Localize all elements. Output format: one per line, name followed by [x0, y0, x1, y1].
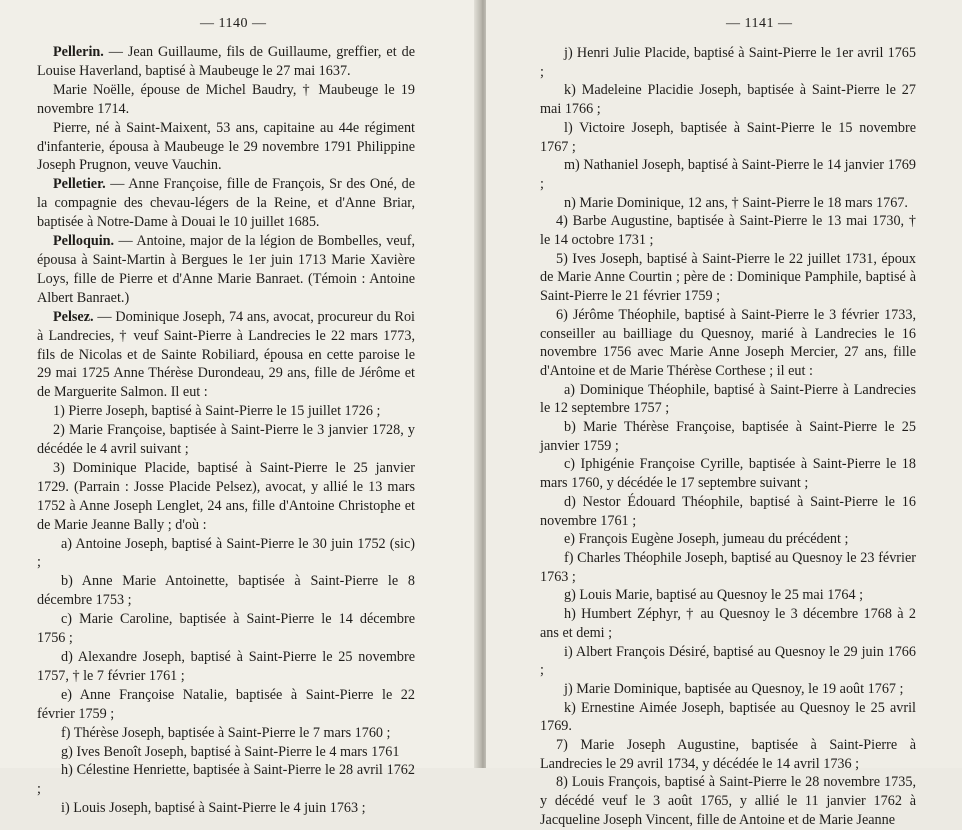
paragraph-text: h) Célestine Henriette, baptisée à Saint-Pierre le 28 avril 1762 ; — [37, 762, 415, 798]
paragraph-text: 5) Ives Joseph, baptisé à Saint-Pierre le 22 juillet 1731, époux de Marie Anne Courtin ; père de : Dominique Pamphile, baptisé à Saint-Pierre le 21 février 1759 ; — [540, 250, 916, 305]
paragraph-text: 7) Marie Joseph Augustine, baptisée à Saint-Pierre à Landrecies le 29 avril 1734, y décédée le 14 avril 1736 ; — [540, 737, 916, 772]
paragraph — [37, 232, 415, 308]
paragraph-text: b) Marie Thérèse Françoise, baptisée à Saint-Pierre le 25 janvier 1759 ; — [540, 419, 916, 454]
paragraph — [540, 194, 916, 213]
paragraph-text: h) Humbert Zéphyr, † au Quesnoy le 3 décembre 1768 à 2 ans et demi ; — [540, 606, 916, 641]
paragraph-text: f) Thérèse Joseph, baptisée à Saint-Pierre le 7 mars 1760 ; — [61, 724, 391, 741]
paragraph-text: l) Victoire Joseph, baptisée à Saint-Pierre le 15 novembre 1767 ; — [540, 119, 916, 155]
paragraph-text: e) Anne Françoise Natalie, baptisée à Saint-Pierre le 22 février 1759 ; — [37, 686, 415, 722]
paragraph-text: — Antoine, major de la légion de Bombelles, veuf, épousa à Saint-Martin à Bergues le 1er juin 1713 Marie Xavière Loys, fille de Pierre et d'Anne Marie Banraet. (Témoin : Antoine Albert Banraet.) — [37, 233, 415, 306]
paragraph-text: Pierre, né à Saint-Maixent, 53 ans, capitaine au 44e régiment d'infanterie, épousa à Maubeuge le 29 novembre 1791 Philippine Joseph Prugnon, veuve Vauchin. — [37, 119, 415, 174]
paragraph — [540, 455, 916, 492]
paragraph-text: g) Ives Benoît Joseph, baptisé à Saint-Pierre le 4 mars 1761 — [61, 743, 400, 760]
family-name-heading: Pellerin. — [53, 44, 104, 60]
paragraph — [37, 308, 415, 403]
paragraph-text: a) Dominique Théophile, baptisé à Saint-Pierre à Landrecies le 12 septembre 1757 ; — [540, 381, 916, 417]
paragraph — [540, 306, 916, 381]
family-name-heading: Pelletier. — [53, 176, 106, 193]
paragraph-text: f) Charles Théophile Joseph, baptisé au Quesnoy le 23 février 1763 ; — [540, 549, 916, 585]
paragraph — [540, 381, 916, 418]
paragraph — [37, 175, 415, 232]
paragraph-text: e) François Eugène Joseph, jumeau du précédent ; — [564, 531, 849, 548]
paragraph-text: c) Iphigénie Françoise Cyrille, baptisée à Saint-Pierre le 18 mars 1760, y décédée le 17 septembre suivant ; — [540, 456, 916, 492]
paragraph — [540, 680, 916, 699]
paragraph — [540, 44, 916, 81]
paragraph-text: — Jean Guillaume, fils de Guillaume, greffier, et de Louise Haverland, baptisé à Maubeuge le 27 mai 1637. — [37, 44, 415, 79]
paragraph — [540, 530, 916, 549]
paragraph — [540, 605, 916, 642]
paragraph-text: n) Marie Dominique, 12 ans, † Saint-Pierre le 18 mars 1767. — [564, 194, 908, 211]
paragraph-text: b) Anne Marie Antoinette, baptisée à Saint-Pierre le 8 décembre 1753 ; — [37, 573, 415, 609]
paragraph — [37, 43, 415, 81]
paragraph-text: k) Ernestine Aimée Joseph, baptisée au Quesnoy le 25 avril 1769. — [540, 699, 916, 735]
paragraph-text: m) Nathaniel Joseph, baptisé à Saint-Pierre le 14 janvier 1769 ; — [540, 157, 916, 192]
paragraph — [540, 493, 916, 530]
paragraph-text: d) Alexandre Joseph, baptisé à Saint-Pierre le 25 novembre 1757, † le 7 février 1761 ; — [37, 649, 415, 684]
paragraph — [540, 773, 916, 829]
paragraph — [37, 535, 415, 573]
paragraph-text: k) Madeleine Placidie Joseph, baptisée à Saint-Pierre le 27 mai 1766 ; — [540, 82, 916, 118]
paragraph — [540, 549, 916, 586]
left-page — [0, 0, 478, 817]
right-page — [486, 0, 962, 828]
paragraph — [540, 119, 916, 156]
paragraph — [540, 643, 916, 680]
paragraph-text: 1) Pierre Joseph, baptisé à Saint-Pierre le 15 juillet 1726 ; — [53, 403, 381, 420]
paragraph-text: d) Nestor Édouard Théophile, baptisé à Saint-Pierre le 16 novembre 1761 ; — [540, 493, 916, 529]
paragraph-text: 8) Louis François, baptisé à Saint-Pierre le 28 novembre 1735, y décédé veuf le 3 août 1765, y allié le 11 janvier 1762 à Jacqueline Joseph Vincent, fille de Antoine et de Marie Jeanne — [540, 774, 916, 828]
paragraph — [37, 610, 415, 648]
paragraph — [37, 572, 415, 610]
paragraph — [37, 724, 415, 743]
paragraph — [540, 156, 916, 193]
family-name-heading: Pelloquin. — [53, 233, 115, 250]
paragraph-text: 3) Dominique Placide, baptisé à Saint-Pierre le 25 janvier 1729. (Parrain : Josse Placide Pelsez), avocat, y allié le 13 mars 1752 à Anne Joseph Lenglet, 24 ans, fille d'Antoine Christophe et de Marie Jeanne Bally ; d'où : — [37, 459, 415, 533]
paragraph-text: i) Louis Joseph, baptisé à Saint-Pierre le 4 juin 1763 ; — [61, 800, 366, 817]
paragraph-text: — Anne Françoise, fille de François, Sr des Oné, de la compagnie des chevau-légers de la Reine, et d'Anne Briar, baptisée à Notre-Dame à Douai le 10 juillet 1685. — [37, 176, 415, 231]
paragraph — [540, 418, 916, 455]
paragraph-text: Marie Noëlle, épouse de Michel Baudry, † Maubeuge le 19 novembre 1714. — [37, 81, 415, 117]
paragraph — [37, 421, 415, 459]
paragraph-text: 6) Jérôme Théophile, baptisé à Saint-Pierre le 3 février 1733, conseiller au bailliage du Quesnoy, marié à Landrecies le 16 novembre 1756 avec Marie Anne Joseph Mercier, 27 ans, fille d'Antoine et de Marie Thérèse Corthese ; il eut : — [540, 306, 916, 379]
paragraph — [37, 761, 415, 799]
paragraph-text: j) Marie Dominique, baptisée au Quesnoy, le 19 août 1767 ; — [564, 680, 904, 697]
paragraph — [37, 81, 415, 119]
paragraph-text: j) Henri Julie Placide, baptisé à Saint-Pierre le 1er avril 1765 ; — [540, 45, 916, 80]
paragraph — [37, 799, 415, 818]
paragraph — [540, 586, 916, 605]
paragraph — [37, 686, 415, 724]
paragraph-text: — Dominique Joseph, 74 ans, avocat, procureur du Roi à Landrecies, † veuf Saint-Pierre à Landrecies le 22 mars 1773, fils de Nicolas et de Sainte Robiliard, épousa en cette paroise le 29 mai 1725 Anne Thérèse Durondeau, 29 ans, fille de Jérôme et de Marguerite Salmon. Il eut : — [37, 308, 415, 401]
paragraph — [37, 119, 415, 176]
page-number: — 1141 — — [726, 16, 793, 31]
paragraph — [540, 81, 916, 118]
page-number: — 1140 — — [200, 16, 267, 31]
paragraph — [37, 459, 415, 535]
page-text — [540, 44, 916, 830]
paragraph-text: 2) Marie Françoise, baptisée à Saint-Pierre le 3 janvier 1728, y décédée le 4 avril suivant ; — [37, 422, 415, 458]
paragraph-text: g) Louis Marie, baptisé au Quesnoy le 25 mai 1764 ; — [564, 587, 864, 604]
paragraph-text: c) Marie Caroline, baptisée à Saint-Pierre le 14 décembre 1756 ; — [37, 611, 415, 647]
page-text — [37, 43, 415, 818]
family-name-heading: Pelsez. — [53, 308, 94, 325]
paragraph-text: 4) Barbe Augustine, baptisée à Saint-Pierre le 13 mai 1730, † le 14 octobre 1731 ; — [540, 213, 916, 249]
paragraph — [540, 212, 916, 249]
paragraph-text: a) Antoine Joseph, baptisé à Saint-Pierre le 30 juin 1752 (sic) ; — [37, 535, 415, 571]
paragraph — [37, 402, 415, 421]
paragraph-text: i) Albert François Désiré, baptisé au Quesnoy le 29 juin 1766 ; — [540, 643, 916, 679]
paragraph — [37, 648, 415, 686]
paragraph — [37, 743, 415, 762]
paragraph — [540, 699, 916, 736]
paragraph — [540, 250, 916, 306]
